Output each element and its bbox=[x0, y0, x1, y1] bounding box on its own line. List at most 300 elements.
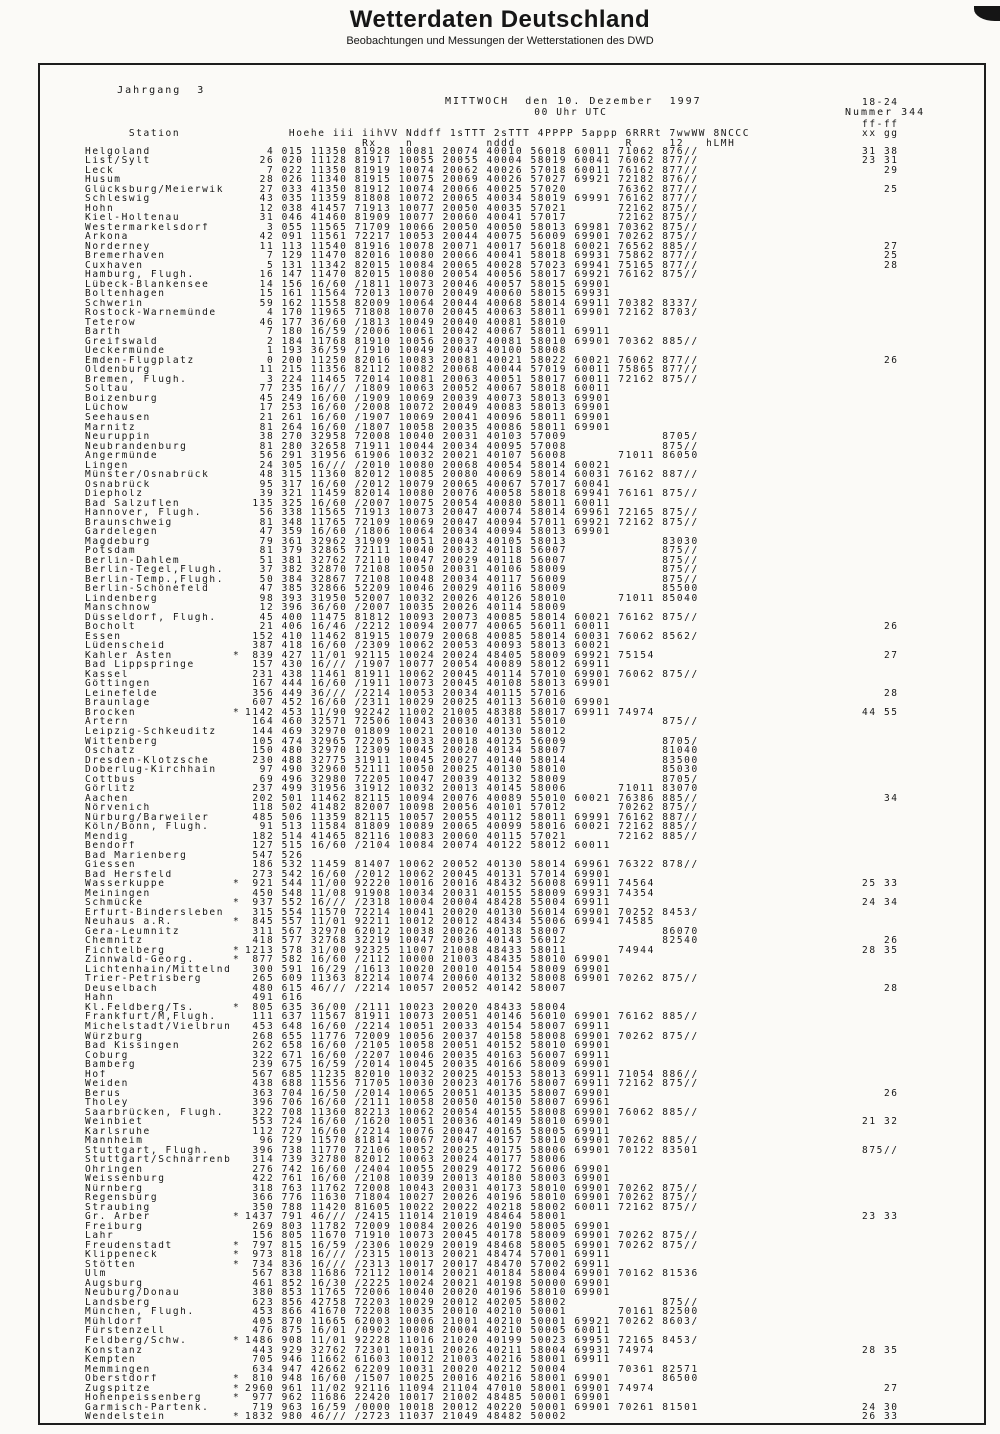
mountain-station-marker: * bbox=[233, 1001, 241, 1013]
observation-data: 396 706 16/60 /2111 10058 20050 40150 58007 69961 bbox=[245, 1097, 611, 1109]
issue-number: Nummer 344 bbox=[845, 107, 926, 118]
station-name: Berlin-Tegel,Flugh. bbox=[85, 565, 225, 575]
station-name: Hahn bbox=[85, 993, 115, 1003]
station-name: Wittenberg bbox=[85, 736, 159, 747]
station-name: Stuttgart, Flugh. bbox=[85, 1145, 210, 1156]
observation-data: 47 385 32866 52209 10046 20029 40116 58009 85500 bbox=[245, 583, 699, 595]
observation-data: 50 384 32867 72108 10048 20034 40117 56009 875// bbox=[245, 573, 699, 585]
station-name: Rostock-Warnemünde bbox=[85, 308, 217, 318]
table-header-row-2 bbox=[40, 128, 984, 149]
station-name: Stuttgart/Schnarrenb bbox=[85, 1155, 232, 1165]
mountain-station-marker: * bbox=[233, 1411, 241, 1423]
wind-extremes: 28 35 bbox=[862, 944, 899, 956]
station-name: Berus bbox=[85, 1088, 122, 1099]
observation-data: 276 742 16/60 /2404 10055 20029 40172 56006 69901 bbox=[245, 1163, 611, 1175]
observation-data: 634 947 42662 62209 10031 20020 40212 50004 70361 82571 bbox=[245, 1363, 699, 1375]
station-name: Saarbrücken, Flugh. bbox=[85, 1107, 225, 1118]
observation-data: 79 361 32962 31909 10051 20043 40105 58013 83030 bbox=[245, 535, 699, 547]
mountain-station-marker: * bbox=[233, 1373, 241, 1385]
wind-extremes: 24 34 bbox=[862, 897, 899, 909]
wind-extremes: 28 35 bbox=[862, 1344, 899, 1356]
observation-data: 937 552 16/// /2318 10004 20004 48428 55004 69911 bbox=[245, 897, 611, 909]
mountain-station-marker: * bbox=[233, 1392, 241, 1404]
station-name: Weiden bbox=[85, 1079, 129, 1089]
station-name: Boizenburg bbox=[85, 393, 159, 404]
observation-data: 322 708 11360 82213 10062 20054 40155 58008 69901 76062 885// bbox=[245, 1106, 699, 1118]
station-name: Freudenstadt bbox=[85, 1240, 173, 1251]
observation-data: 69 496 32980 72205 10047 20039 40132 58009 8705/ bbox=[245, 773, 699, 785]
station-name: Michelstadt/Vielbrun bbox=[85, 1021, 232, 1032]
jahrgang-label: Jahrgang 3 bbox=[117, 85, 206, 96]
station-name: Doberlug-Kirchhain bbox=[85, 765, 217, 775]
mountain-station-marker: * bbox=[233, 878, 241, 890]
station-name: Lahr bbox=[85, 1231, 115, 1241]
observation-data: 24 305 16/// /2010 10080 20068 40054 58014 60021 bbox=[245, 459, 611, 471]
station-name: Potsdam bbox=[85, 546, 137, 556]
observation-data: 476 875 16/01 /0902 10008 20004 40210 50005 60011 bbox=[245, 1325, 611, 1337]
observation-data: 553 724 16/60 /1620 10051 20036 40149 58010 69901 bbox=[245, 1116, 611, 1128]
observation-data: 322 671 16/60 /2207 10046 20035 40163 56007 69911 bbox=[245, 1049, 611, 1061]
station-name: Neuburg/Donau bbox=[85, 1288, 181, 1298]
observation-data: 21 261 16/60 /1907 10069 20041 40096 58011 69901 bbox=[245, 411, 611, 423]
observation-data: 17 253 16/60 /2008 10072 20049 40083 58013 69901 bbox=[245, 402, 611, 414]
observation-data: 230 488 32775 31911 10045 20027 40140 58014 83500 bbox=[245, 754, 699, 766]
observation-data: 973 818 16/// /2315 10013 20021 48474 57001 69911 bbox=[245, 1249, 611, 1261]
observation-data: 118 502 41482 82007 10098 20056 40101 57012 70262 875// bbox=[245, 802, 699, 814]
wind-extremes: 27 bbox=[862, 1382, 899, 1394]
station-name: Bendorf bbox=[85, 841, 137, 851]
station-name: Arkona bbox=[85, 232, 129, 242]
observation-data: 156 805 11670 71910 10073 20045 40178 58009 69901 70262 875// bbox=[245, 1230, 699, 1242]
station-name: Norderney bbox=[85, 241, 151, 252]
station-name: Lüdenscheid bbox=[85, 641, 166, 651]
station-name: Kl.Feldberg/Ts. bbox=[85, 1002, 195, 1013]
observation-data: 46 177 36/60 /1813 10049 20040 40081 58010 bbox=[245, 316, 568, 328]
observation-data: 81 348 11765 72109 10069 20047 40094 57011 69921 72162 875// bbox=[245, 516, 699, 528]
station-column-label: Station bbox=[128, 129, 181, 139]
station-name: Karlsruhe bbox=[85, 1126, 151, 1137]
station-name: Gera-Leumnitz bbox=[85, 926, 181, 937]
observation-data: 81 264 16/60 /1807 10058 20035 40086 58011 69901 bbox=[245, 421, 611, 433]
station-name: Wendelstein bbox=[85, 1412, 166, 1422]
station-name: Cuxhaven bbox=[85, 260, 144, 271]
table-row bbox=[40, 1412, 984, 1422]
station-name: Straubing bbox=[85, 1202, 151, 1213]
observation-data: 453 648 16/60 /2214 10051 20033 40154 58007 69911 bbox=[245, 1020, 611, 1032]
observation-data: 5 131 11342 82015 10084 20065 40028 57023 69941 75165 877// bbox=[245, 259, 699, 271]
observation-data: 705 946 11662 61603 10012 21003 40216 58001 69911 bbox=[245, 1354, 611, 1366]
observation-data: 380 853 11765 72006 10040 20020 40196 58010 69901 bbox=[245, 1287, 611, 1299]
station-name: Bad Salzuflen bbox=[85, 498, 181, 509]
observation-data: 2960 961 11/02 92116 11094 21104 47010 58001 69901 74974 bbox=[245, 1382, 655, 1394]
wind-extremes: 27 bbox=[862, 240, 899, 252]
station-name: Leck bbox=[85, 165, 115, 176]
observation-data: 81 280 32658 71911 10044 20034 40095 57008 875// bbox=[245, 440, 699, 452]
observation-data: 1832 980 46/// /2723 11037 21049 48482 50002 bbox=[245, 1411, 568, 1423]
station-name: Oschatz bbox=[85, 746, 137, 756]
station-name: Memmingen bbox=[85, 1364, 151, 1375]
station-name: Tholey bbox=[85, 1098, 129, 1108]
station-name: Garmisch-Partenk. bbox=[85, 1402, 210, 1413]
observation-data: 7 180 16/59 /2006 10061 20042 40067 58011 69911 bbox=[245, 326, 611, 338]
observation-data: 14 156 16/60 /1811 10073 20046 40057 58015 69901 bbox=[245, 278, 611, 290]
wind-extremes: 26 bbox=[862, 935, 899, 947]
station-name: Schwerin bbox=[85, 298, 144, 309]
wind-extremes: 26 bbox=[862, 621, 899, 633]
observation-data: 607 452 16/60 /2311 10029 20025 40113 56010 69901 bbox=[245, 697, 611, 709]
page-subtitle: Beobachtungen und Messungen der Wetterstationen des DWD bbox=[346, 35, 654, 47]
station-name: Braunschweig bbox=[85, 517, 173, 528]
observation-data: 12 396 36/60 /2007 10035 20026 40114 58009 bbox=[245, 602, 568, 614]
wind-extremes: 25 bbox=[862, 250, 899, 262]
station-name: Mendig bbox=[85, 831, 129, 842]
station-name: Greifswald bbox=[85, 336, 159, 347]
station-name: Bamberg bbox=[85, 1060, 137, 1070]
observation-data: 265 609 11363 82214 10074 20060 40132 58008 69901 70262 875// bbox=[245, 973, 699, 985]
mountain-station-marker: * bbox=[233, 1382, 241, 1394]
observation-data: 3 055 11565 71709 10066 20050 40050 58013 69981 70362 875// bbox=[245, 221, 699, 233]
station-name: Fürstenzell bbox=[85, 1326, 166, 1337]
observation-data: 237 499 31956 31912 10032 20013 40145 58006 71011 83070 bbox=[245, 783, 699, 795]
station-name: Bad Hersfeld bbox=[85, 869, 173, 880]
station-name: Freiburg bbox=[85, 1221, 144, 1232]
observation-data: 262 658 16/60 /2105 10058 20051 40152 58010 69901 bbox=[245, 1040, 611, 1052]
observation-data: 845 557 11/01 92211 10012 20012 48434 55006 69941 74585 bbox=[245, 916, 655, 928]
observation-data: 1142 453 11/90 92242 11002 21005 48388 58017 69911 74974 bbox=[245, 706, 655, 718]
observation-data: 567 838 11686 72112 10014 20021 40184 58004 69901 70162 81536 bbox=[245, 1268, 699, 1280]
station-name: Hannover, Flugh. bbox=[85, 508, 203, 518]
station-name: Brocken bbox=[85, 707, 137, 718]
observation-data: 734 836 16/// /2313 10017 20017 48470 57002 69911 bbox=[245, 1258, 611, 1270]
station-table-body bbox=[40, 147, 984, 1422]
station-name: Zugspitze bbox=[85, 1383, 151, 1394]
observation-data: 300 591 16/29 /1613 10020 20010 40154 58009 69901 bbox=[245, 963, 611, 975]
observation-data: 350 788 11420 81605 10022 20022 40218 58002 60011 72162 875// bbox=[245, 1201, 699, 1213]
station-name: Nörvenich bbox=[85, 803, 151, 813]
station-name: Bad Kissingen bbox=[85, 1041, 181, 1051]
observation-data: 4 015 11350 81928 10081 20074 40010 56018 60011 71062 876// bbox=[245, 145, 699, 157]
wind-extremes: 27 bbox=[862, 649, 899, 661]
station-name: Kiel-Holtenau bbox=[85, 213, 181, 223]
station-name: List/Sylt bbox=[85, 156, 151, 166]
observation-data: 268 655 11776 72009 10056 20037 40158 58008 69901 70262 875// bbox=[245, 1030, 699, 1042]
observation-data: 977 962 11686 22420 10017 21002 48485 50001 69901 bbox=[245, 1392, 611, 1404]
observation-data: 1213 578 31/00 92325 11007 21008 48433 58011 74944 bbox=[245, 944, 655, 956]
wind-extremes: 23 31 bbox=[862, 155, 899, 167]
wind-extremes: 28 bbox=[862, 982, 899, 994]
station-name: Nürburg/Barweiler bbox=[85, 812, 210, 823]
station-name: Westermarkelsdorf bbox=[85, 222, 210, 233]
station-name: Glücksburg/Meierwik bbox=[85, 184, 225, 195]
mountain-station-marker: * bbox=[233, 706, 241, 718]
wind-extremes: 25 33 bbox=[862, 878, 899, 890]
observation-data: 95 317 16/60 /2012 10079 20065 40067 57017 60041 bbox=[245, 478, 611, 490]
observation-data: 366 776 11630 71804 10027 20026 40196 58010 69901 70262 875// bbox=[245, 1192, 699, 1204]
station-name: Giessen bbox=[85, 860, 137, 870]
observation-data: 921 544 11/00 92220 10016 20016 48432 56008 69911 74564 bbox=[245, 878, 655, 890]
station-name: Soltau bbox=[85, 384, 129, 394]
wind-extremes: 34 bbox=[862, 792, 899, 804]
observation-data: 805 635 36/00 /2111 10023 20020 48433 58004 bbox=[245, 1001, 568, 1013]
station-name: Köln/Bonn, Flugh. bbox=[85, 822, 210, 832]
station-name: Boltenhagen bbox=[85, 289, 166, 299]
station-name: Magdeburg bbox=[85, 536, 151, 547]
observation-data: 453 866 41670 72208 10035 20010 40210 50001 70161 82500 bbox=[245, 1306, 699, 1318]
observation-data: 112 727 16/60 /2214 10076 20047 40165 58005 69911 bbox=[245, 1125, 611, 1137]
mountain-station-marker: * bbox=[233, 1335, 241, 1346]
mountain-station-marker: * bbox=[233, 1211, 241, 1223]
observation-data: 491 616 bbox=[245, 992, 304, 1004]
station-name: Manschnow bbox=[85, 603, 151, 613]
station-name: Landsberg bbox=[85, 1297, 151, 1308]
station-name: Hohn bbox=[85, 203, 115, 214]
column-subheaders: Rx n nddd R 12 hLMH bbox=[288, 137, 736, 149]
station-name: Osnabrück bbox=[85, 479, 151, 490]
station-name: Feldberg/Schw. bbox=[85, 1336, 188, 1346]
observation-data: 186 532 11459 81407 10062 20052 40130 58014 69961 76322 878// bbox=[245, 859, 699, 871]
station-name: Berlin-Temp.,Flugh. bbox=[85, 574, 225, 585]
observation-data: 485 506 11359 82115 10057 20055 40112 58011 69991 76162 887// bbox=[245, 811, 699, 823]
observation-data: 318 763 11762 72008 10043 20031 40173 58010 69901 70262 875// bbox=[245, 1182, 699, 1194]
wind-extremes: 26 33 bbox=[862, 1411, 899, 1423]
observation-data: 396 738 11770 72106 10052 20025 40175 58006 69901 70122 83501 bbox=[245, 1144, 699, 1156]
table-row bbox=[40, 841, 984, 851]
observation-data: 97 490 32960 52111 10050 20025 40130 58010 85030 bbox=[245, 764, 699, 776]
station-name: Deuselbach bbox=[85, 983, 159, 994]
observation-data: 12 038 41457 71913 10077 20050 40035 57021 72162 875// bbox=[245, 202, 699, 214]
station-name: Schmücke bbox=[85, 898, 144, 908]
observation-data: 480 615 46/// /2214 10057 20052 40142 58007 bbox=[245, 982, 568, 994]
station-name: Teterow bbox=[85, 317, 137, 328]
station-name: Berlin-Dahlem bbox=[85, 555, 181, 566]
table-row bbox=[40, 984, 984, 994]
observation-data: 31 046 41460 81909 10077 20060 40041 57017 72162 875// bbox=[245, 212, 699, 224]
station-name: Nürnberg bbox=[85, 1183, 144, 1194]
observation-data: 2 184 11768 81910 10056 20037 40081 58010 69901 70362 885// bbox=[245, 335, 699, 347]
observation-data: 182 514 41465 82116 10083 20060 40115 57021 72162 885// bbox=[245, 830, 699, 842]
observation-data: 15 161 11564 72013 10070 20049 40060 58015 69931 bbox=[245, 288, 611, 300]
mountain-station-marker: * bbox=[233, 916, 241, 928]
station-name: Helgoland bbox=[85, 146, 151, 157]
wind-extremes: 31 38 bbox=[862, 145, 899, 157]
wind-extremes: 29 bbox=[862, 164, 899, 176]
observation-data: 11 113 11540 81916 10078 20071 40017 56018 60021 76562 885// bbox=[245, 240, 699, 252]
observation-data: 315 554 11570 72214 10041 20020 40130 56014 69901 70252 8453/ bbox=[245, 906, 699, 918]
station-name: Essen bbox=[85, 631, 122, 642]
station-name: Berlin-Schönefeld bbox=[85, 584, 210, 594]
station-name: Görlitz bbox=[85, 784, 137, 794]
station-name: Kassel bbox=[85, 669, 129, 680]
station-name: Trier-Petrisberg bbox=[85, 974, 203, 984]
station-name: Würzburg bbox=[85, 1031, 144, 1042]
observation-data: 438 688 11556 71705 10030 20023 40176 58007 69911 72162 875// bbox=[245, 1078, 699, 1090]
observation-data: 810 948 16/60 /1507 10025 20016 40216 58001 69901 86500 bbox=[245, 1373, 699, 1385]
station-name: Neuhaus a.R. bbox=[85, 917, 173, 927]
station-name: Artern bbox=[85, 717, 129, 728]
observation-data: 59 162 11558 82009 10064 20044 40068 58014 69911 70382 8337/ bbox=[245, 297, 699, 309]
observation-data: 387 418 16/60 /2309 10062 20053 40093 58013 60021 bbox=[245, 640, 611, 652]
station-name: Kahler Asten bbox=[85, 650, 173, 661]
observation-data: 56 291 31956 61906 10032 20021 40107 56008 71011 86050 bbox=[245, 450, 699, 462]
observation-data: 127 515 16/60 /2104 10084 20074 40122 58012 60011 bbox=[245, 840, 611, 852]
observation-data: 157 430 16/// /1907 10077 20054 40089 58012 69911 bbox=[245, 659, 611, 671]
observation-data: 418 577 32768 32219 10047 20030 40143 56012 82540 bbox=[245, 935, 699, 947]
observation-data: 164 460 32571 72506 10043 20030 40131 55010 875// bbox=[245, 716, 699, 728]
ff-column-sublabel: xx gg bbox=[862, 128, 899, 140]
station-name: Seehausen bbox=[85, 412, 151, 423]
mountain-station-marker: * bbox=[233, 1239, 241, 1251]
observation-data: 7 022 11350 81919 10074 20062 40026 57018 60011 76162 877// bbox=[245, 164, 699, 176]
observation-data: 135 325 16/60 /2007 10075 20054 40080 58011 60011 bbox=[245, 497, 611, 509]
observation-data: 47 359 16/60 /1806 10064 20034 40094 58013 69901 bbox=[245, 526, 611, 538]
utc-time-label: 00 Uhr UTC bbox=[534, 106, 608, 118]
station-name: Regensburg bbox=[85, 1193, 159, 1203]
observation-data: 152 410 11462 81915 10079 20068 40085 58014 60031 76062 8562/ bbox=[245, 630, 699, 642]
observation-data: 3 224 11465 72014 10081 20063 40051 58017 60011 72162 875// bbox=[245, 373, 699, 385]
observation-data: 51 381 32762 72110 10047 20029 40118 56007 875// bbox=[245, 554, 699, 566]
station-name: Neuruppin bbox=[85, 432, 151, 442]
station-name: Lüchow bbox=[85, 403, 129, 413]
station-name: Wasserkuppe bbox=[85, 879, 166, 889]
observation-data: 38 270 32958 72008 10040 20031 40103 57009 8705/ bbox=[245, 431, 699, 443]
station-name: Hohenpeissenberg bbox=[85, 1393, 203, 1403]
observation-data: 1437 791 46/// /2415 11014 21019 48464 58001 bbox=[245, 1211, 568, 1223]
station-name: Coburg bbox=[85, 1050, 129, 1061]
station-name: Fichtelberg bbox=[85, 945, 166, 956]
wind-extremes: 26 bbox=[862, 354, 899, 366]
station-name: Leipzig-Schkeuditz bbox=[85, 727, 217, 737]
station-name: Lindenberg bbox=[85, 593, 159, 604]
observation-data: 26 020 11128 81917 10055 20055 40004 58019 60041 76062 877// bbox=[245, 155, 699, 167]
observation-data: 311 567 32970 62012 10038 20026 40138 58007 86070 bbox=[245, 925, 699, 937]
observation-data: 363 704 16/50 /2014 10065 20051 40135 58007 69901 bbox=[245, 1087, 611, 1099]
observation-data: 4 170 11965 71808 10070 20045 40063 58011 69901 72162 8703/ bbox=[245, 307, 699, 319]
observation-data: 314 739 32780 82012 10063 20024 40177 58006 bbox=[245, 1154, 568, 1166]
station-name: Meiningen bbox=[85, 888, 151, 899]
observation-data: 150 480 32970 12309 10045 20020 40134 58007 81040 bbox=[245, 745, 699, 757]
mountain-station-marker: * bbox=[233, 897, 241, 909]
observation-data: 42 091 11561 72217 10053 20044 40075 56009 69901 70262 875// bbox=[245, 231, 699, 243]
observation-data: 422 761 16/60 /2108 10039 20013 40180 58003 69901 bbox=[245, 1173, 611, 1185]
wind-extremes: 26 bbox=[862, 1087, 899, 1099]
station-name: Konstanz bbox=[85, 1345, 144, 1356]
station-name: Schleswig bbox=[85, 194, 151, 204]
observation-data: 0 200 11250 82016 10083 20081 40021 58022 60021 76062 877// bbox=[245, 354, 699, 366]
station-name: Gr. Arber bbox=[85, 1212, 151, 1222]
observation-data: 719 963 16/59 /0000 10018 20012 40220 50001 69901 70261 81501 bbox=[245, 1401, 699, 1413]
table-header bbox=[40, 118, 984, 149]
observation-data: 202 501 11462 82115 10094 20076 40089 55010 60021 76386 885// bbox=[245, 792, 699, 804]
page-title: Wetterdaten Deutschland bbox=[349, 6, 651, 33]
wind-extremes: 25 bbox=[862, 183, 899, 195]
station-name: Mannheim bbox=[85, 1136, 144, 1146]
station-name: Bad Lippspringe bbox=[85, 660, 195, 670]
station-name: Augsburg bbox=[85, 1278, 144, 1289]
observation-data: 7 129 11470 82016 10080 20066 40041 58018 69931 75862 877// bbox=[245, 250, 699, 262]
station-name: Frankfurt/M,Flugh. bbox=[85, 1012, 217, 1022]
station-name: Stötten bbox=[85, 1259, 137, 1270]
observation-data: 28 026 11340 81915 10075 20069 40026 57027 69921 72182 876// bbox=[245, 174, 699, 186]
observation-data: 45 249 16/60 /1909 10069 20039 40073 58013 69901 bbox=[245, 392, 611, 404]
mountain-station-marker: * bbox=[233, 944, 241, 956]
station-name: Bremerhaven bbox=[85, 251, 166, 261]
station-name: Leinefelde bbox=[85, 688, 159, 699]
station-name: Cottbus bbox=[85, 774, 137, 785]
observation-data: 461 852 16/30 /2225 10024 20021 40198 50000 69901 bbox=[245, 1277, 611, 1289]
wind-extremes: 44 55 bbox=[862, 706, 899, 718]
station-name: Dresden-Klotzsche bbox=[85, 755, 210, 766]
observation-data: 96 729 11570 81814 10067 20047 40157 58010 69901 70262 885// bbox=[245, 1135, 699, 1147]
observation-data: 77 235 16/// /1809 10063 20052 40067 58018 60011 bbox=[245, 383, 611, 395]
station-name: Bremen, Flugh. bbox=[85, 374, 188, 385]
station-name: Marnitz bbox=[85, 422, 137, 433]
observation-data: 356 449 36/// /2214 10053 20034 40115 57016 bbox=[245, 687, 568, 699]
observation-data: 16 147 11470 82015 10080 20054 40056 58017 69921 76162 875// bbox=[245, 269, 699, 281]
station-name: Klippeneck bbox=[85, 1250, 159, 1260]
station-name: Hamburg, Flugh. bbox=[85, 270, 195, 280]
station-name: Braunlage bbox=[85, 698, 151, 708]
station-name: Gardelegen bbox=[85, 527, 159, 537]
observation-data: 91 513 11584 81809 10089 20065 40099 58016 60021 72162 885// bbox=[245, 821, 699, 833]
station-name: Oldenburg bbox=[85, 365, 151, 375]
observation-data: 98 393 31950 52007 10032 20026 40126 58010 71011 85040 bbox=[245, 592, 699, 604]
observation-data: 450 548 11/08 91908 10034 20031 40155 58009 69931 74354 bbox=[245, 887, 655, 899]
observation-data: 839 427 11/01 92115 10024 20024 48405 58009 69921 75154 bbox=[245, 649, 655, 661]
station-name: Lingen bbox=[85, 460, 129, 471]
observation-data: 144 469 32970 01809 10021 20010 40130 58012 bbox=[245, 726, 568, 737]
ff-column-label: ff-ff bbox=[862, 118, 899, 130]
observation-data: 27 033 41350 81912 10074 20066 40025 57020 76362 877// bbox=[245, 183, 699, 195]
station-name: Husum bbox=[85, 175, 122, 185]
station-name: Emden-Flugplatz bbox=[85, 355, 195, 366]
station-name: Mühldorf bbox=[85, 1316, 144, 1327]
observation-data: 1486 908 11/01 92228 11016 21020 40199 50023 69951 72165 8453/ bbox=[245, 1335, 699, 1346]
wind-extremes: 875// bbox=[862, 1144, 899, 1156]
station-name: Weissenburg bbox=[85, 1174, 166, 1184]
station-name: Neubrandenburg bbox=[85, 441, 188, 452]
wind-extremes: 21 32 bbox=[862, 1116, 899, 1128]
station-name: Weinbiet bbox=[85, 1117, 144, 1127]
wind-extremes: 28 bbox=[862, 687, 899, 699]
station-name: Ueckermünde bbox=[85, 346, 166, 356]
observation-data: 877 582 16/60 /2112 10000 21003 48435 58010 69901 bbox=[245, 954, 611, 966]
observation-data: 167 444 16/60 /1911 10073 20045 40108 58013 69901 bbox=[245, 678, 611, 690]
station-name: Diepholz bbox=[85, 489, 144, 499]
observation-data: 39 321 11459 82014 10080 20076 40058 58018 69941 76161 875// bbox=[245, 488, 699, 500]
observation-data: 21 406 16/46 /2212 10094 20077 40065 56011 60011 bbox=[245, 621, 611, 633]
station-name: Ulm bbox=[85, 1269, 107, 1279]
station-name: München, Flugh. bbox=[85, 1307, 195, 1317]
station-name: Lübeck-Blankensee bbox=[85, 279, 210, 290]
station-name: Münster/Osnabrück bbox=[85, 470, 210, 480]
observation-data: 239 675 16/59 /2014 10045 20035 40166 58009 69901 bbox=[245, 1059, 611, 1071]
data-sheet bbox=[38, 63, 986, 1425]
station-name: Angermünde bbox=[85, 451, 159, 461]
station-name: Bocholt bbox=[85, 622, 137, 632]
mountain-station-marker: * bbox=[233, 1249, 241, 1261]
station-name: Aachen bbox=[85, 793, 129, 804]
wind-extremes: 28 bbox=[862, 259, 899, 271]
observation-data: 48 315 11360 82012 10085 20080 40069 58014 60031 76162 887// bbox=[245, 469, 699, 481]
station-name: Hof bbox=[85, 1069, 107, 1080]
station-name: Chemnitz bbox=[85, 936, 144, 946]
observation-data: 547 526 bbox=[245, 849, 304, 861]
station-name: Göttingen bbox=[85, 679, 151, 689]
hour-range-label: 18-24 bbox=[862, 97, 899, 108]
station-name: Düsseldorf, Flugh. bbox=[85, 612, 217, 623]
observation-data: 623 856 42758 72203 10029 20012 40205 58002 875// bbox=[245, 1296, 699, 1308]
observation-data: 797 815 16/59 /2306 10029 20019 48468 58005 69901 70262 875// bbox=[245, 1239, 699, 1251]
